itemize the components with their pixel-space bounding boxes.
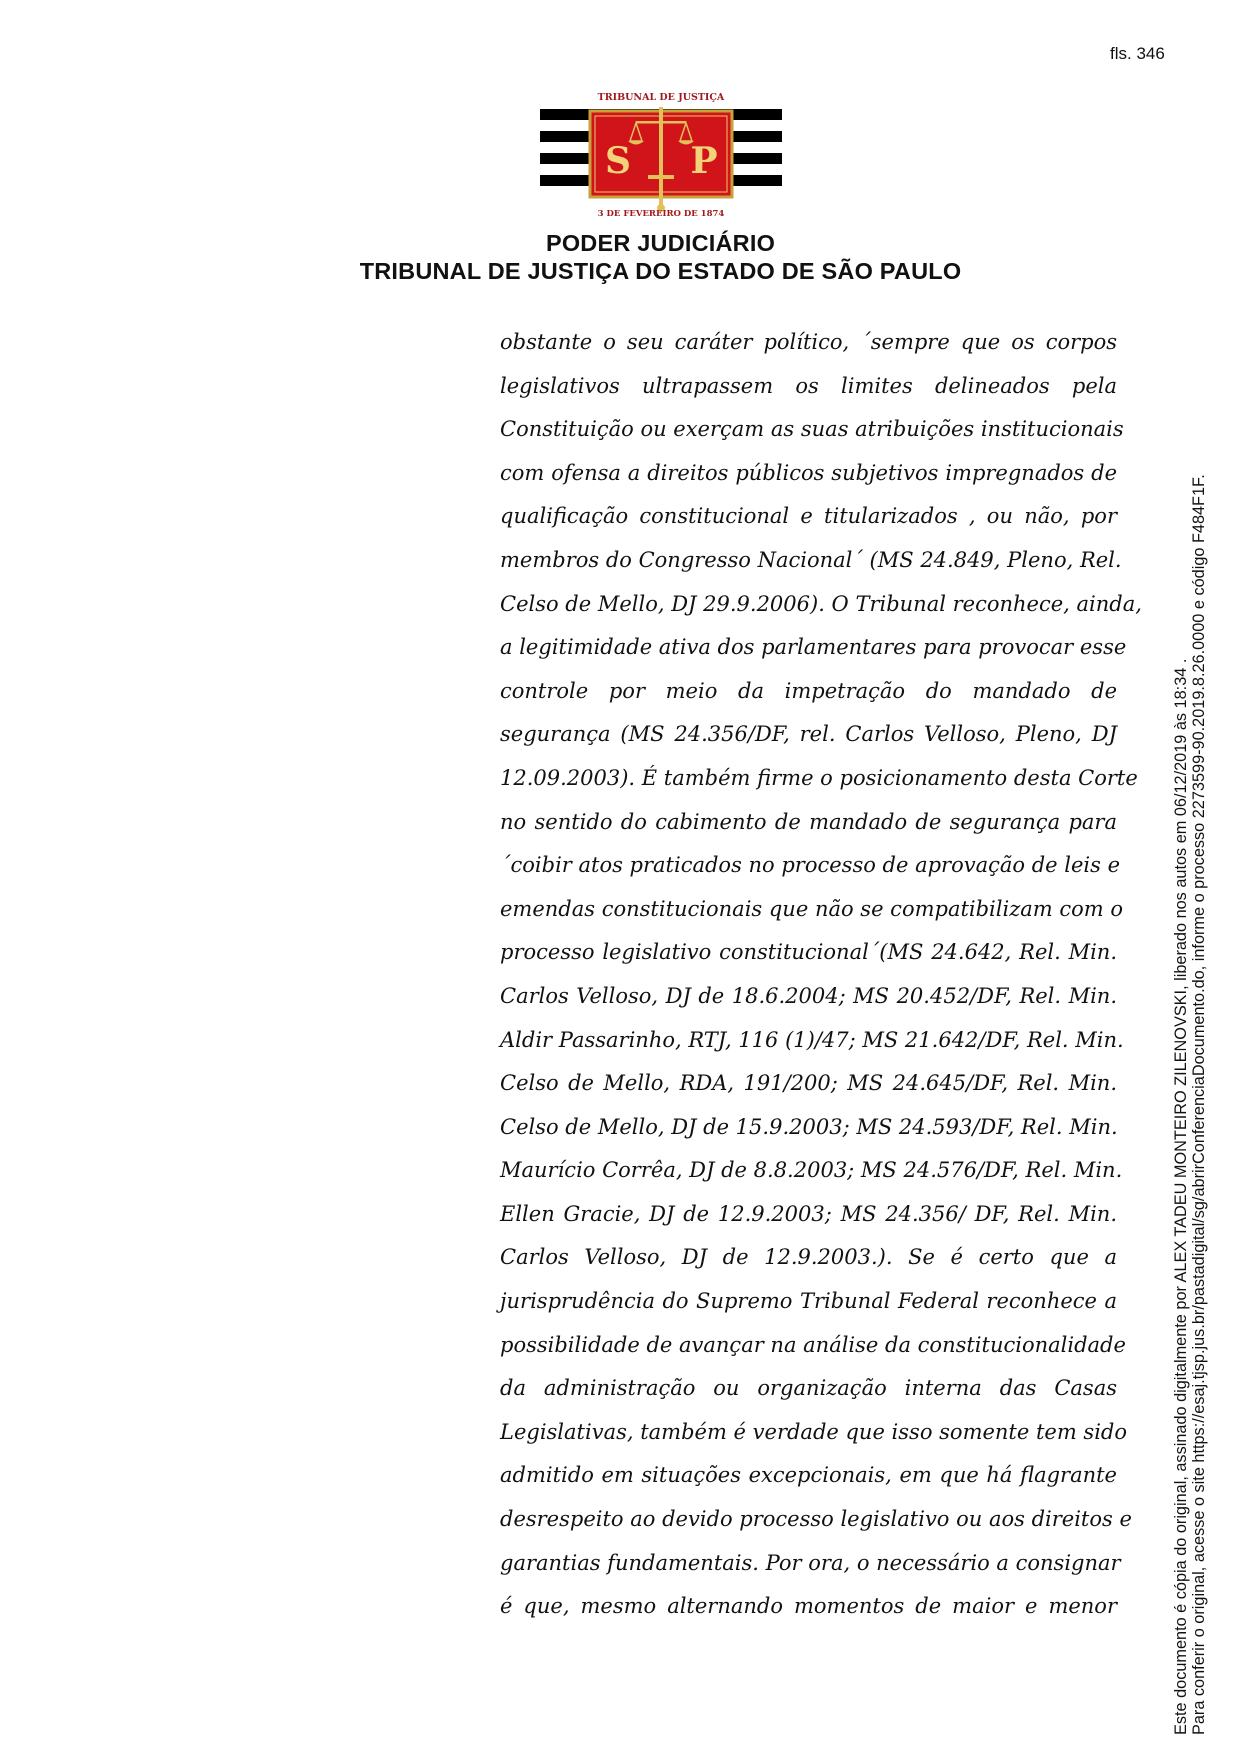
body-line: jurisprudência do Supremo Tribunal Federal reconhece a [500, 1289, 1117, 1314]
digital-signature-note [1172, 285, 1208, 1735]
body-line: obstante o seu caráter político, ´sempre que os corpos [500, 330, 1117, 354]
body-line: 12.09.2003). É também firme o posicionamento desta Corte [500, 765, 1138, 790]
body-line: emendas constitucionais que não se compatibilizam com o [500, 896, 1124, 921]
body-line: ´coibir atos praticados no processo de aprovação de leis e [500, 853, 1121, 878]
body-line: admitido em situações excepcionais, em que há flagrante [500, 1463, 1117, 1488]
body-line: legislativos ultrapassem os limites delineados pela [500, 373, 1117, 398]
body-line: Aldir Passarinho, RTJ, 116 (1)/47; MS 21.642/DF, Rel. Min. [500, 1027, 1124, 1052]
body-line: Celso de Mello, RDA, 191/200; MS 24.645/DF, Rel. Min. [500, 1071, 1117, 1096]
body-line: Carlos Velloso, DJ de 12.9.2003.). Se é certo que a [500, 1245, 1117, 1270]
emblem-letter-p: P [690, 140, 718, 182]
body-line: a legitimidade ativa dos parlamentares para provocar esse [500, 635, 1127, 660]
body-line: Ellen Gracie, DJ de 12.9.2003; MS 24.356/ DF, Rel. Min. [500, 1201, 1117, 1226]
body-line: qualificação constitucional e titularizados , ou não, por [500, 504, 1117, 529]
body-line: é que, mesmo alternando momentos de maior e menor [500, 1594, 1117, 1619]
signature-note-line-1: Este documento é cópia do original, assinado digitalmente por ALEX TADEU MONTEIRO ZILENOVSKI, liberado nos autos em 06/12/2019 às 18:34 . [1172, 658, 1190, 1735]
body-line: controle por meio da impetração do mandado de [500, 678, 1117, 703]
body-line: no sentido do cabimento de mandado de segurança para [500, 809, 1117, 834]
emblem-top-text: TRIBUNAL DE JUSTIÇA [597, 92, 725, 103]
tjsp-emblem [540, 87, 782, 219]
signature-note-line-2: Para conferir o original, acesse o site https://esaj.tjsp.jus.br/pastadigital/sg/abrirConferenciaDocumento.do, informe o processo 2273599-90.2019.8.26.0000 e código F484F1F. [1190, 474, 1208, 1735]
body-line: Legislativas, também é verdade que isso somente tem sido [500, 1419, 1128, 1444]
court-header [0, 229, 1241, 285]
body-line: com ofensa a direitos públicos subjetivos impregnados de [500, 460, 1117, 485]
body-line: processo legislativo constitucional´(MS 24.642, Rel. Min. [500, 940, 1117, 965]
emblem-letter-s: S [605, 140, 631, 182]
body-line: possibilidade de avançar na análise da constitucionalidade [500, 1332, 1126, 1357]
emblem-bottom-text: 3 DE FEVEREIRO DE 1874 [597, 209, 725, 219]
document-body [500, 321, 1142, 1629]
body-line: Carlos Velloso, DJ de 18.6.2004; MS 20.452/DF, Rel. Min. [500, 983, 1117, 1008]
body-line: desrespeito ao devido processo legislativo ou aos direitos e [500, 1507, 1132, 1532]
body-line: da administração ou organização interna das Casas [500, 1376, 1117, 1401]
page-number: fls. 346 [1110, 44, 1165, 63]
body-line: Celso de Mello, DJ 29.9.2006). O Tribunal reconhece, ainda, [500, 591, 1142, 616]
body-line: Celso de Mello, DJ de 15.9.2003; MS 24.593/DF, Rel. Min. [500, 1114, 1118, 1139]
body-line: garantias fundamentais. Por ora, o necessário a consignar [500, 1550, 1121, 1575]
body-line: Maurício Corrêa, DJ de 8.8.2003; MS 24.576/DF, Rel. Min. [500, 1158, 1123, 1183]
header-line-2: TRIBUNAL DE JUSTIÇA DO ESTADO DE SÃO PAULO [359, 258, 962, 284]
header-line-1: PODER JUDICIÁRIO [545, 230, 776, 256]
body-line: membros do Congresso Nacional´ (MS 24.849, Pleno, Rel. [500, 547, 1122, 572]
body-line: segurança (MS 24.356/DF, rel. Carlos Velloso, Pleno, DJ [500, 722, 1117, 747]
body-line: Constituição ou exerçam as suas atribuições institucionais [500, 417, 1124, 442]
